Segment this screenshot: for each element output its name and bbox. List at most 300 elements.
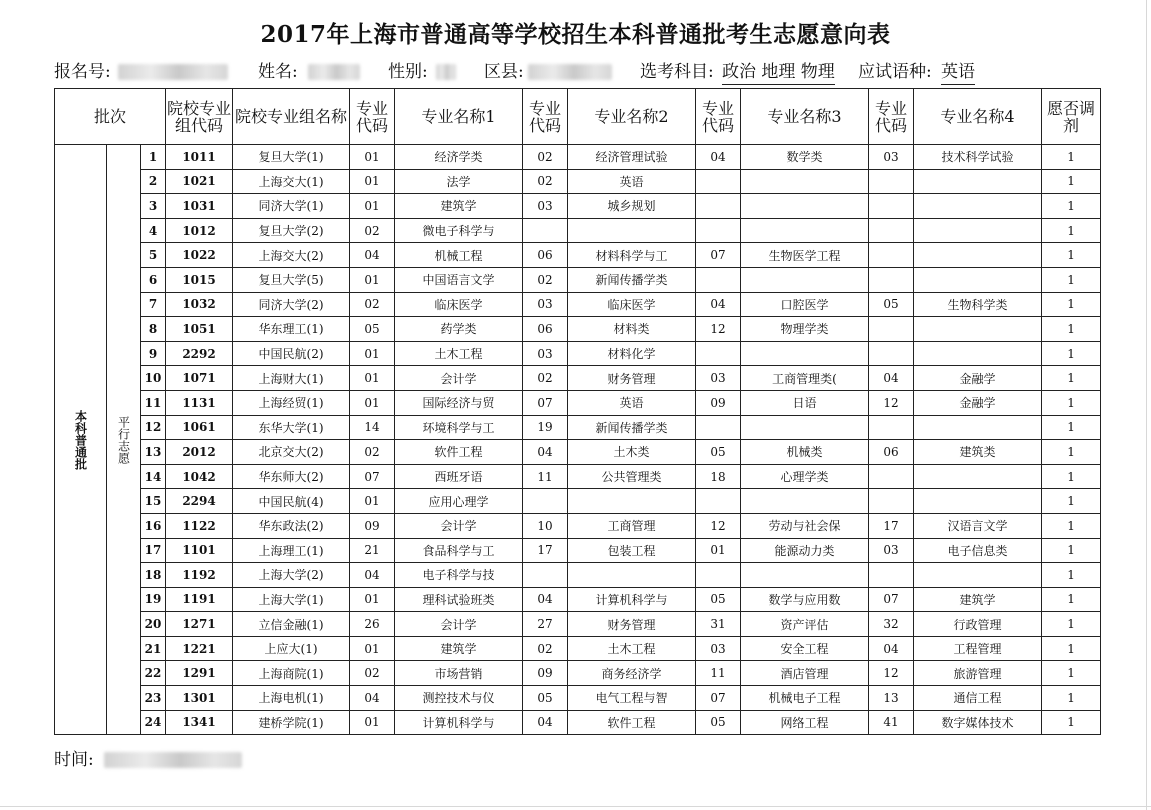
- header-major-code-1: 专业代码: [350, 89, 395, 145]
- major-name-4-cell: 金融学: [914, 366, 1042, 391]
- major-code-3-cell: [696, 563, 741, 588]
- table-row: [55, 194, 1101, 219]
- adjust-cell: 1: [1042, 317, 1101, 342]
- major-name-1-cell: 测控技术与仪: [395, 686, 523, 711]
- district-redacted: [528, 64, 612, 80]
- major-name-1-cell: 中国语言文学: [395, 267, 523, 292]
- major-code-2-cell: 03: [523, 194, 568, 219]
- major-name-2-cell: 英语: [568, 390, 696, 415]
- group-name-cell: 复旦大学(5): [233, 267, 350, 292]
- major-name-2-cell: 土木工程: [568, 636, 696, 661]
- major-code-3-cell: 03: [696, 636, 741, 661]
- header-adjust: 愿否调剂: [1042, 89, 1101, 145]
- group-name-cell: 上海大学(2): [233, 563, 350, 588]
- major-code-2-cell: 17: [523, 538, 568, 563]
- major-code-4-cell: [869, 341, 914, 366]
- major-name-2-cell: 材料化学: [568, 341, 696, 366]
- subjects-label: 选考科目:: [640, 62, 714, 82]
- major-code-2-cell: 27: [523, 612, 568, 637]
- group-code-cell: 2294: [166, 489, 233, 514]
- adjust-cell: 1: [1042, 612, 1101, 637]
- adjust-cell: 1: [1042, 243, 1101, 268]
- adjust-cell: 1: [1042, 366, 1101, 391]
- major-code-1-cell: 01: [350, 194, 395, 219]
- major-name-2-cell: 材料类: [568, 317, 696, 342]
- major-code-2-cell: 03: [523, 292, 568, 317]
- major-name-1-cell: 微电子科学与: [395, 218, 523, 243]
- major-code-4-cell: [869, 169, 914, 194]
- row-index-cell: 1: [141, 145, 166, 170]
- major-name-4-cell: 工程管理: [914, 636, 1042, 661]
- major-code-1-cell: 01: [350, 169, 395, 194]
- major-name-4-cell: [914, 243, 1042, 268]
- group-code-cell: 1122: [166, 513, 233, 538]
- group-name-cell: 上海交大(1): [233, 169, 350, 194]
- reg-number-redacted: [118, 64, 228, 80]
- group-name-cell: 上海大学(1): [233, 587, 350, 612]
- group-name-cell: 建桥学院(1): [233, 710, 350, 735]
- table-row: [55, 267, 1101, 292]
- adjust-cell: 1: [1042, 710, 1101, 735]
- adjust-cell: 1: [1042, 464, 1101, 489]
- major-code-3-cell: [696, 169, 741, 194]
- major-code-3-cell: 07: [696, 243, 741, 268]
- major-name-2-cell: 工商管理: [568, 513, 696, 538]
- table-row: [55, 415, 1101, 440]
- table-row: [55, 661, 1101, 686]
- major-name-4-cell: 电子信息类: [914, 538, 1042, 563]
- major-code-3-cell: [696, 218, 741, 243]
- adjust-cell: 1: [1042, 390, 1101, 415]
- group-code-cell: 1012: [166, 218, 233, 243]
- major-code-3-cell: 09: [696, 390, 741, 415]
- group-name-cell: 同济大学(2): [233, 292, 350, 317]
- major-code-1-cell: 01: [350, 366, 395, 391]
- major-name-2-cell: 商务经济学: [568, 661, 696, 686]
- major-code-4-cell: [869, 218, 914, 243]
- major-code-2-cell: 04: [523, 440, 568, 465]
- major-name-4-cell: [914, 267, 1042, 292]
- group-code-cell: 1191: [166, 587, 233, 612]
- header-group-name: 院校专业组名称: [233, 89, 350, 145]
- row-index-cell: 16: [141, 513, 166, 538]
- major-code-1-cell: 02: [350, 440, 395, 465]
- major-name-3-cell: [741, 563, 869, 588]
- group-code-cell: 1071: [166, 366, 233, 391]
- major-name-4-cell: 生物科学类: [914, 292, 1042, 317]
- group-name-cell: 复旦大学(1): [233, 145, 350, 170]
- time-label: 时间:: [54, 750, 94, 770]
- major-code-3-cell: 03: [696, 366, 741, 391]
- table-row: [55, 317, 1101, 342]
- major-name-3-cell: [741, 415, 869, 440]
- major-code-1-cell: 26: [350, 612, 395, 637]
- table-row: [55, 686, 1101, 711]
- group-code-cell: 1101: [166, 538, 233, 563]
- major-code-1-cell: 01: [350, 710, 395, 735]
- adjust-cell: 1: [1042, 686, 1101, 711]
- group-name-cell: 东华大学(1): [233, 415, 350, 440]
- major-code-3-cell: 04: [696, 145, 741, 170]
- major-name-3-cell: 机械电子工程: [741, 686, 869, 711]
- major-name-3-cell: 口腔医学: [741, 292, 869, 317]
- group-code-cell: 1042: [166, 464, 233, 489]
- major-code-3-cell: [696, 489, 741, 514]
- major-code-1-cell: 09: [350, 513, 395, 538]
- row-index-cell: 3: [141, 194, 166, 219]
- table-row: [55, 710, 1101, 735]
- major-code-2-cell: 06: [523, 317, 568, 342]
- major-code-2-cell: 02: [523, 145, 568, 170]
- major-name-3-cell: 工商管理类(: [741, 366, 869, 391]
- major-code-2-cell: 04: [523, 710, 568, 735]
- row-index-cell: 10: [141, 366, 166, 391]
- major-code-2-cell: [523, 489, 568, 514]
- major-code-1-cell: 01: [350, 267, 395, 292]
- major-name-2-cell: 新闻传播学类: [568, 267, 696, 292]
- row-index-cell: 9: [141, 341, 166, 366]
- group-code-cell: 1032: [166, 292, 233, 317]
- adjust-cell: 1: [1042, 341, 1101, 366]
- major-name-1-cell: 法学: [395, 169, 523, 194]
- major-name-1-cell: 土木工程: [395, 341, 523, 366]
- group-code-cell: 1131: [166, 390, 233, 415]
- row-index-cell: 7: [141, 292, 166, 317]
- group-name-cell: 同济大学(1): [233, 194, 350, 219]
- major-name-4-cell: [914, 563, 1042, 588]
- major-name-1-cell: 电子科学与技: [395, 563, 523, 588]
- major-name-3-cell: [741, 194, 869, 219]
- adjust-cell: 1: [1042, 489, 1101, 514]
- major-name-3-cell: 劳动与社会保: [741, 513, 869, 538]
- group-code-cell: 2292: [166, 341, 233, 366]
- table-row: [55, 145, 1101, 170]
- row-index-cell: 4: [141, 218, 166, 243]
- major-name-1-cell: 会计学: [395, 513, 523, 538]
- group-code-cell: 1221: [166, 636, 233, 661]
- major-name-4-cell: [914, 218, 1042, 243]
- major-name-4-cell: 建筑学: [914, 587, 1042, 612]
- major-code-4-cell: 13: [869, 686, 914, 711]
- major-code-4-cell: 03: [869, 538, 914, 563]
- major-name-1-cell: 软件工程: [395, 440, 523, 465]
- header-major-code-3: 专业代码: [696, 89, 741, 145]
- adjust-cell: 1: [1042, 538, 1101, 563]
- major-name-3-cell: 机械类: [741, 440, 869, 465]
- adjust-cell: 1: [1042, 194, 1101, 219]
- group-name-cell: 上应大(1): [233, 636, 350, 661]
- major-name-2-cell: 公共管理类: [568, 464, 696, 489]
- major-name-3-cell: 安全工程: [741, 636, 869, 661]
- major-code-2-cell: 02: [523, 169, 568, 194]
- volunteer-type-cell: 平行志愿: [107, 145, 141, 735]
- major-name-2-cell: 材料科学与工: [568, 243, 696, 268]
- major-code-3-cell: 04: [696, 292, 741, 317]
- table-row: [55, 464, 1101, 489]
- table-body: [55, 145, 1101, 735]
- header-major-code-2: 专业代码: [523, 89, 568, 145]
- row-index-cell: 18: [141, 563, 166, 588]
- major-name-1-cell: 环境科学与工: [395, 415, 523, 440]
- row-index-cell: 24: [141, 710, 166, 735]
- major-code-2-cell: 10: [523, 513, 568, 538]
- major-name-2-cell: 临床医学: [568, 292, 696, 317]
- gender-label: 性别:: [388, 62, 428, 82]
- major-name-3-cell: 日语: [741, 390, 869, 415]
- row-index-cell: 8: [141, 317, 166, 342]
- major-code-1-cell: 01: [350, 636, 395, 661]
- major-name-1-cell: 食品科学与工: [395, 538, 523, 563]
- major-code-4-cell: [869, 563, 914, 588]
- group-name-cell: 中国民航(4): [233, 489, 350, 514]
- major-name-4-cell: 旅游管理: [914, 661, 1042, 686]
- major-name-2-cell: [568, 489, 696, 514]
- major-code-2-cell: [523, 563, 568, 588]
- volunteer-table: [54, 88, 1101, 735]
- table-row: [55, 341, 1101, 366]
- major-name-2-cell: [568, 563, 696, 588]
- header-major-name-4: 专业名称4: [914, 89, 1042, 145]
- group-code-cell: 1022: [166, 243, 233, 268]
- adjust-cell: 1: [1042, 292, 1101, 317]
- major-name-2-cell: 新闻传播学类: [568, 415, 696, 440]
- adjust-cell: 1: [1042, 563, 1101, 588]
- major-code-4-cell: 04: [869, 636, 914, 661]
- table-row: [55, 538, 1101, 563]
- major-name-2-cell: 软件工程: [568, 710, 696, 735]
- major-code-3-cell: [696, 415, 741, 440]
- row-index-cell: 23: [141, 686, 166, 711]
- major-code-2-cell: 02: [523, 267, 568, 292]
- table-row: [55, 563, 1101, 588]
- major-name-3-cell: 资产评估: [741, 612, 869, 637]
- header-batch: 批次: [55, 89, 166, 145]
- major-name-1-cell: 国际经济与贸: [395, 390, 523, 415]
- group-code-cell: 1051: [166, 317, 233, 342]
- major-name-3-cell: 物理学类: [741, 317, 869, 342]
- header-major-code-4: 专业代码: [869, 89, 914, 145]
- major-name-4-cell: [914, 169, 1042, 194]
- group-name-cell: 华东政法(2): [233, 513, 350, 538]
- major-code-3-cell: [696, 267, 741, 292]
- group-name-cell: 立信金融(1): [233, 612, 350, 637]
- group-code-cell: 1192: [166, 563, 233, 588]
- major-name-4-cell: [914, 341, 1042, 366]
- adjust-cell: 1: [1042, 218, 1101, 243]
- major-name-1-cell: 药学类: [395, 317, 523, 342]
- major-name-4-cell: 数字媒体技术: [914, 710, 1042, 735]
- row-index-cell: 12: [141, 415, 166, 440]
- major-code-4-cell: [869, 464, 914, 489]
- major-code-1-cell: 04: [350, 243, 395, 268]
- major-code-2-cell: 09: [523, 661, 568, 686]
- table-row: [55, 513, 1101, 538]
- major-name-2-cell: 电气工程与智: [568, 686, 696, 711]
- major-code-4-cell: 07: [869, 587, 914, 612]
- major-name-2-cell: 英语: [568, 169, 696, 194]
- group-code-cell: 1341: [166, 710, 233, 735]
- major-code-2-cell: 02: [523, 636, 568, 661]
- major-code-3-cell: 07: [696, 686, 741, 711]
- major-name-2-cell: 财务管理: [568, 612, 696, 637]
- major-name-3-cell: [741, 267, 869, 292]
- table-header-row: [55, 89, 1101, 145]
- major-name-3-cell: [741, 218, 869, 243]
- major-code-4-cell: 04: [869, 366, 914, 391]
- major-code-4-cell: 32: [869, 612, 914, 637]
- row-index-cell: 5: [141, 243, 166, 268]
- major-code-3-cell: 31: [696, 612, 741, 637]
- major-name-4-cell: [914, 194, 1042, 219]
- group-code-cell: 1031: [166, 194, 233, 219]
- group-code-cell: 1291: [166, 661, 233, 686]
- major-code-3-cell: [696, 194, 741, 219]
- table-row: [55, 243, 1101, 268]
- adjust-cell: 1: [1042, 145, 1101, 170]
- major-name-1-cell: 建筑学: [395, 194, 523, 219]
- major-name-3-cell: [741, 489, 869, 514]
- major-name-2-cell: 财务管理: [568, 366, 696, 391]
- major-name-3-cell: 数学与应用数: [741, 587, 869, 612]
- group-code-cell: 1011: [166, 145, 233, 170]
- major-code-1-cell: 01: [350, 341, 395, 366]
- major-code-4-cell: [869, 243, 914, 268]
- table-row: [55, 292, 1101, 317]
- major-name-1-cell: 理科试验班类: [395, 587, 523, 612]
- row-index-cell: 20: [141, 612, 166, 637]
- major-code-3-cell: [696, 341, 741, 366]
- group-name-cell: 华东师大(2): [233, 464, 350, 489]
- major-code-4-cell: 05: [869, 292, 914, 317]
- major-name-3-cell: 生物医学工程: [741, 243, 869, 268]
- major-code-1-cell: 07: [350, 464, 395, 489]
- adjust-cell: 1: [1042, 169, 1101, 194]
- major-name-4-cell: [914, 317, 1042, 342]
- major-name-3-cell: [741, 341, 869, 366]
- major-code-1-cell: 02: [350, 218, 395, 243]
- major-code-1-cell: 01: [350, 489, 395, 514]
- group-name-cell: 上海商院(1): [233, 661, 350, 686]
- major-name-1-cell: 计算机科学与: [395, 710, 523, 735]
- name-redacted: [308, 64, 360, 80]
- major-name-1-cell: 会计学: [395, 366, 523, 391]
- major-name-4-cell: 建筑类: [914, 440, 1042, 465]
- major-code-4-cell: 41: [869, 710, 914, 735]
- major-code-4-cell: 12: [869, 661, 914, 686]
- major-code-4-cell: [869, 415, 914, 440]
- table-row: [55, 636, 1101, 661]
- group-name-cell: 上海理工(1): [233, 538, 350, 563]
- table-row: [55, 440, 1101, 465]
- row-index-cell: 13: [141, 440, 166, 465]
- group-code-cell: 1301: [166, 686, 233, 711]
- major-code-3-cell: 12: [696, 317, 741, 342]
- group-name-cell: 复旦大学(2): [233, 218, 350, 243]
- adjust-cell: 1: [1042, 440, 1101, 465]
- major-name-4-cell: [914, 415, 1042, 440]
- adjust-cell: 1: [1042, 513, 1101, 538]
- adjust-cell: 1: [1042, 587, 1101, 612]
- table-row: [55, 390, 1101, 415]
- major-code-1-cell: 04: [350, 563, 395, 588]
- major-name-4-cell: 行政管理: [914, 612, 1042, 637]
- major-code-3-cell: 05: [696, 587, 741, 612]
- major-name-1-cell: 临床医学: [395, 292, 523, 317]
- language-label: 应试语种:: [858, 62, 932, 82]
- major-code-1-cell: 14: [350, 415, 395, 440]
- major-code-2-cell: 06: [523, 243, 568, 268]
- header-major-name-1: 专业名称1: [395, 89, 523, 145]
- language-value: 英语: [941, 60, 975, 85]
- row-index-cell: 19: [141, 587, 166, 612]
- row-index-cell: 14: [141, 464, 166, 489]
- major-code-1-cell: 04: [350, 686, 395, 711]
- major-code-1-cell: 01: [350, 145, 395, 170]
- major-name-3-cell: 心理学类: [741, 464, 869, 489]
- batch-cell: 本科普通批: [55, 145, 107, 735]
- major-code-1-cell: 21: [350, 538, 395, 563]
- major-name-3-cell: [741, 169, 869, 194]
- table-row: [55, 366, 1101, 391]
- major-code-4-cell: 03: [869, 145, 914, 170]
- major-code-1-cell: 01: [350, 390, 395, 415]
- major-code-2-cell: 05: [523, 686, 568, 711]
- group-name-cell: 上海电机(1): [233, 686, 350, 711]
- major-name-3-cell: 数学类: [741, 145, 869, 170]
- major-name-2-cell: 计算机科学与: [568, 587, 696, 612]
- major-name-1-cell: 建筑学: [395, 636, 523, 661]
- form-title: 2017年上海市普通高等学校招生本科普通批考生志愿意向表: [260, 21, 891, 48]
- major-name-4-cell: [914, 464, 1042, 489]
- major-code-2-cell: 11: [523, 464, 568, 489]
- major-code-4-cell: 12: [869, 390, 914, 415]
- group-name-cell: 华东理工(1): [233, 317, 350, 342]
- group-code-cell: 2012: [166, 440, 233, 465]
- group-code-cell: 1271: [166, 612, 233, 637]
- group-name-cell: 上海经贸(1): [233, 390, 350, 415]
- major-name-2-cell: 包装工程: [568, 538, 696, 563]
- major-code-2-cell: 19: [523, 415, 568, 440]
- major-code-3-cell: 01: [696, 538, 741, 563]
- major-code-2-cell: [523, 218, 568, 243]
- table-row: [55, 218, 1101, 243]
- row-index-cell: 22: [141, 661, 166, 686]
- major-name-2-cell: 土木类: [568, 440, 696, 465]
- major-code-3-cell: 18: [696, 464, 741, 489]
- major-code-1-cell: 02: [350, 661, 395, 686]
- reg-number-label: 报名号:: [54, 62, 111, 82]
- row-index-cell: 17: [141, 538, 166, 563]
- table-row: [55, 489, 1101, 514]
- page-bottom-edge: [0, 806, 1151, 807]
- major-code-4-cell: [869, 317, 914, 342]
- row-index-cell: 15: [141, 489, 166, 514]
- major-name-1-cell: 应用心理学: [395, 489, 523, 514]
- name-label: 姓名:: [258, 62, 298, 82]
- major-code-4-cell: 17: [869, 513, 914, 538]
- major-code-2-cell: 04: [523, 587, 568, 612]
- group-code-cell: 1061: [166, 415, 233, 440]
- major-name-2-cell: 城乡规划: [568, 194, 696, 219]
- gender-redacted: [436, 64, 456, 80]
- header-major-name-3: 专业名称3: [741, 89, 869, 145]
- major-code-2-cell: 07: [523, 390, 568, 415]
- adjust-cell: 1: [1042, 415, 1101, 440]
- major-code-4-cell: [869, 194, 914, 219]
- major-code-2-cell: 03: [523, 341, 568, 366]
- major-name-1-cell: 市场营销: [395, 661, 523, 686]
- group-name-cell: 北京交大(2): [233, 440, 350, 465]
